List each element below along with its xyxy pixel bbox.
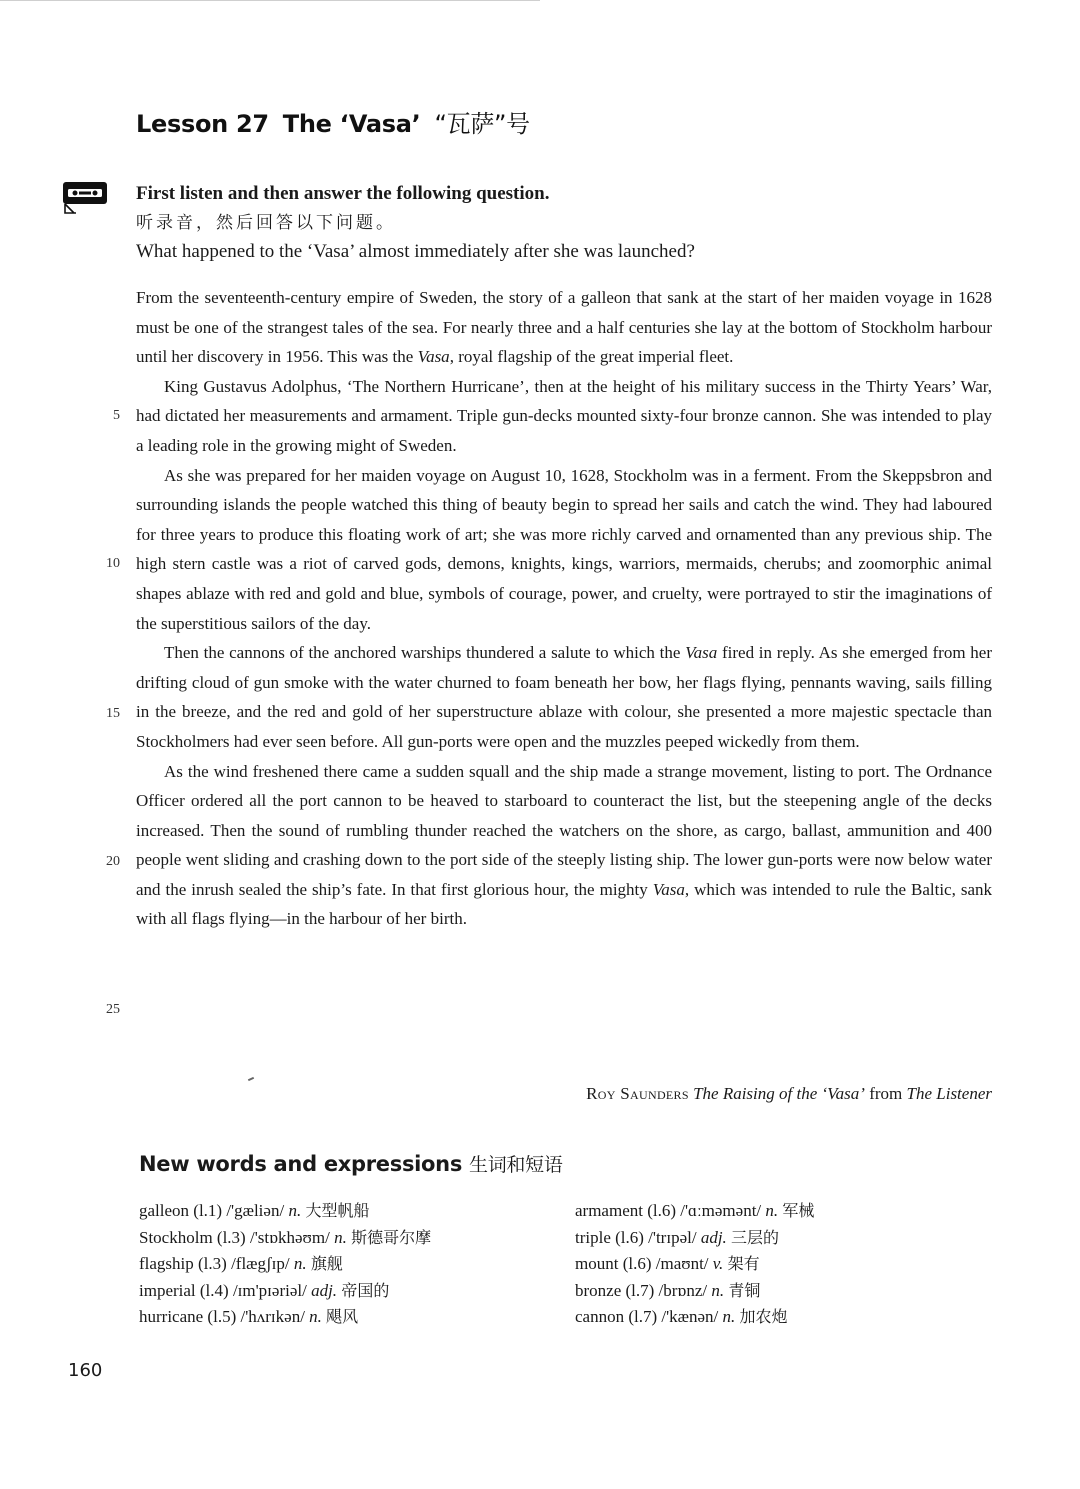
source-publication: The Listener [906,1084,992,1103]
vocab-entry [139,1198,431,1225]
paragraph-5 [136,757,992,935]
source-work: The Raising of the ‘Vasa’ [693,1084,865,1103]
lesson-number: Lesson 27 [136,110,269,138]
vocab-entry [575,1198,814,1225]
top-rule [0,0,540,1]
vocabulary-list-right [575,1198,814,1331]
vocab-meaning: 飓风 [326,1307,359,1326]
page-number: 160 [68,1360,103,1381]
question-text: What happened to the ‘Vasa’ almost immediately after she was launched? [136,241,695,262]
vocab-entry [575,1304,814,1331]
vocab-word: triple (l.6) /'trɪpəl/ [575,1227,697,1247]
vocab-meaning: 帝国的 [341,1280,390,1300]
paragraph-5-text: , which was intended to rule the Baltic, sank with all flags flying—in the harbour of her birth. [136,879,992,929]
vocab-entry [139,1251,431,1278]
vocab-entry [575,1251,814,1278]
vocab-word: galleon (l.1) /'gæliən/ [139,1201,285,1220]
line-number: 10 [106,556,120,571]
vocab-entry [139,1304,431,1331]
vocab-entry [575,1225,814,1252]
vocab-word: hurricane (l.5) /'hʌrɪkən/ [139,1307,305,1326]
vocab-word: flagship (l.3) /flægʃɪp/ [139,1254,290,1273]
vocab-pos: n. [309,1307,322,1326]
line-number: 15 [106,706,120,721]
vocabulary-heading [139,1150,563,1177]
vocab-meaning: 架有 [727,1254,760,1273]
vocab-meaning: 旗舰 [310,1254,343,1273]
vocab-pos: n. [288,1201,302,1220]
lesson-title [136,104,530,139]
paragraph-2: King Gustavus Adolphus, ‘The Northern Hurricane’, then at the height of his military success in the Thirty Years’ War, had dictated her measurements and armament. Triple gun-decks mounted sixty-four bronze cannon. She was intended to play a leading role in the growing might of Sweden. [136,376,992,455]
paragraph-5-text: As the wind freshened there came a sudden squall and the ship made a strange movement, listing to port. The Ordnance Officer ordered all the port cannon to be heaved to starboard to counteract the list, but the steepening angle of the decks increased. Then the sound of rumbling thunder reached the watchers on the shore, as cargo, ballast, ammunition and 400 people went sliding and crashing down to the port side of the steeply listing ship. The lower gun-ports were now below water and the inrush sealed the ship’s fate. In that first glorious hour, the mighty [136,761,992,899]
stray-mark [248,1077,254,1081]
paragraph-4-text: Then the cannons of the anchored warships thundered a salute to which the [164,643,686,663]
vocab-word: imperial (l.4) /ɪm'pɪəriəl/ [139,1280,307,1300]
question-heading: First listen and then answer the following question. [136,183,550,204]
vocab-pos: n. [293,1254,307,1273]
question-heading-cn: 听录音，然后回答以下问题。 [136,213,396,233]
ship-name: Vasa [685,643,718,663]
vocab-pos: v. [712,1254,724,1273]
listening-question [136,180,996,266]
paragraph-4 [136,638,992,756]
cassette-icon [62,180,110,216]
vocab-pos: n. [334,1227,347,1247]
ship-name: Vasa [417,347,450,367]
vocab-meaning: 大型帆船 [305,1201,370,1220]
vocab-word: armament (l.6) /'ɑːməmənt/ [575,1201,762,1220]
paragraph-1 [136,283,992,372]
vocab-word: mount (l.6) /maʊnt/ [575,1254,709,1273]
paragraph-3: As she was prepared for her maiden voyage on August 10, 1628, Stockholm was in a ferment. From the Skeppsbron and surrounding islands the people watched this thing of beauty begin to spread her sails and catch the wind. They had laboured for three years to produce this floating work of art; she was more richly carved and ornamented than any previous ship. The high stern castle was a riot of carved gods, demons, knights, kings, warriors, mermaids, cherubs; and zoomorphic animal shapes ablaze with red and gold and blue, symbols of courage, power, and cruelty, were portrayed to stir the imaginations of the superstitious sailors of the day. [136,465,992,633]
vocab-meaning: 军械 [782,1201,815,1220]
lesson-name-cn: “瓦萨”号 [434,110,530,138]
vocab-entry [139,1225,431,1252]
source-author: Roy Saunders [586,1084,689,1103]
line-number: 20 [106,854,120,869]
vocab-meaning: 加农炮 [739,1307,788,1326]
vocab-meaning: 青铜 [728,1280,761,1300]
vocab-word: cannon (l.7) /'kænən/ [575,1307,719,1326]
vocab-meaning: 三层的 [731,1227,780,1247]
line-number: 5 [113,408,120,423]
ship-name: Vasa [652,879,685,899]
paragraph-1-text: From the seventeenth-century empire of Sweden, the story of a galleon that sank at the start of her maiden voyage in 1628 must be one of the strangest tales of the sea. For nearly three and a half centuries she lay at the bottom of Stockholm harbour until her discovery in 1956. This was the [136,288,992,367]
source-from: from [869,1084,903,1103]
vocabulary-list-left [139,1198,431,1331]
vocab-pos: n. [722,1307,736,1326]
vocab-pos: adj. [311,1280,338,1300]
vocabulary-heading-en: New words and expressions [139,1152,463,1176]
vocab-word: Stockholm (l.3) /'stɒkhəʊm/ [139,1227,330,1247]
vocab-meaning: 斯德哥尔摩 [351,1227,432,1247]
vocab-word: bronze (l.7) /brɒnz/ [575,1280,708,1300]
vocab-pos: n. [711,1280,725,1300]
vocabulary-heading-cn: 生词和短语 [469,1154,563,1176]
source-citation [586,1084,992,1104]
vocab-pos: n. [765,1201,779,1220]
vocab-entry [575,1278,814,1305]
paragraph-1-text: , royal flagship of the great imperial fleet. [449,347,734,367]
line-number: 25 [106,1002,120,1017]
lesson-name: The ‘Vasa’ [282,110,421,138]
vocab-pos: adj. [700,1227,727,1247]
vocab-entry [139,1278,431,1305]
passage [136,283,992,934]
paragraph-4-text: fired in reply. As she emerged from her drifting cloud of gun smoke with the water churned to foam beneath her bow, her flags flying, pennants waving, sails filling in the breeze, and the red and gold of her superstructure ablaze with colour, she presented a more majestic spectacle than Stockholmers had ever seen before. All gun-ports were open and the muzzles peeped wickedly from them. [136,643,992,751]
